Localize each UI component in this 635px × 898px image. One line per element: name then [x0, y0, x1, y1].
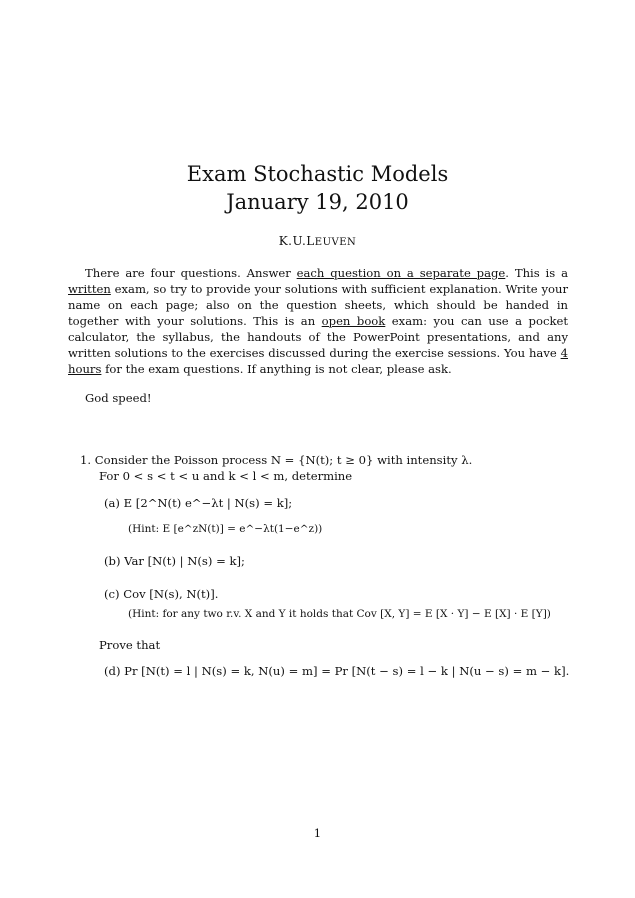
- page-number: 1: [313, 826, 322, 840]
- closing-line: God speed!: [85, 391, 152, 405]
- author: [0, 234, 635, 248]
- part-c: (c) Cov [N(s), N(t)].: [104, 587, 219, 601]
- question-1-conditions: For 0 < s < t < u and k < l < m, determine: [99, 469, 353, 483]
- author-prefix: K.U.L: [278, 234, 315, 248]
- part-d: (d) Pr [N(t) = l | N(s) = k, N(u) = m] = Pr [N(t − s) = l − k | N(u − s) = m − k].: [104, 664, 570, 678]
- text-run: There are four questions. Answer: [85, 266, 297, 280]
- underlined-text: written: [68, 282, 111, 296]
- text-run: exam, so try to provide your solutions with sufficient explanation. Write your name on each page; also on the question sheets, which should be handed in together with your solutions. This is an: [68, 282, 568, 328]
- instructions: [68, 265, 568, 377]
- author-suffix: EUVEN: [314, 237, 357, 248]
- text-run: . This is a: [505, 266, 568, 280]
- part-c-hint: (Hint: for any two r.v. X and Y it holds that Cov [X, Y] = E [X · Y] − E [X] · E [Y]): [128, 608, 551, 620]
- underlined-text: open book: [321, 314, 386, 328]
- exam-title: Exam Stochastic Models: [186, 162, 449, 186]
- text-run: exam: you can use a pocket calculator, the syllabus, the handouts of the PowerPoint presentations, and any written solutions to the exercises discussed during the exercise sessions. You have: [68, 314, 568, 360]
- text-run: for the exam questions. If anything is not clear, please ask.: [101, 362, 452, 376]
- underlined-text: each question on a separate page: [296, 266, 506, 280]
- part-a: (a) E [2^N(t) e^−λt | N(s) = k];: [104, 496, 293, 510]
- instructions-paragraph: [68, 265, 568, 377]
- question-1-statement: 1. Consider the Poisson process N = {N(t); t ≥ 0} with intensity λ.: [80, 453, 473, 467]
- part-a-hint: (Hint: E [e^zN(t)] = e^−λt(1−e^z)): [128, 523, 323, 535]
- prove-that: Prove that: [99, 638, 161, 652]
- part-b: (b) Var [N(t) | N(s) = k];: [104, 554, 245, 568]
- underlined-text: 4 hours: [68, 346, 568, 376]
- exam-date: January 19, 2010: [226, 190, 409, 214]
